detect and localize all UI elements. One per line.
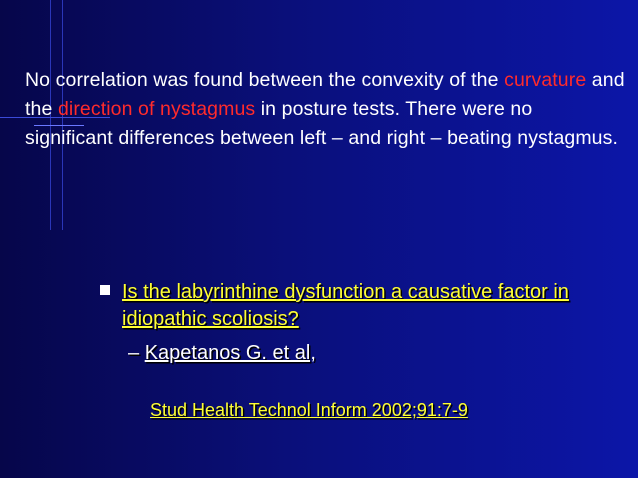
square-bullet-icon — [100, 285, 110, 295]
sub-bullet-dash: – — [128, 342, 145, 364]
findings-paragraph — [25, 66, 625, 153]
bullet-question-link[interactable]: Is the labyrinthine dysfunction a causative factor in idiopathic scoliosis? — [122, 281, 569, 330]
author-link[interactable]: Kapetanos G. et al, — [144, 342, 316, 364]
paragraph-text: No correlation was found between the convexity of the — [25, 69, 505, 91]
highlight-curvature: curvature — [504, 69, 587, 91]
citation-link[interactable]: Stud Health Technol Inform 2002;91:7-9 — [150, 400, 468, 420]
paragraph-text: in posture tests. There were no significant differences between left – and right – beating nystagmus. — [25, 98, 618, 149]
highlight-nystagmus-direction: direction of nystagmus — [57, 98, 256, 120]
sub-bullet — [128, 340, 316, 367]
paragraph-text: and the — [25, 69, 625, 120]
